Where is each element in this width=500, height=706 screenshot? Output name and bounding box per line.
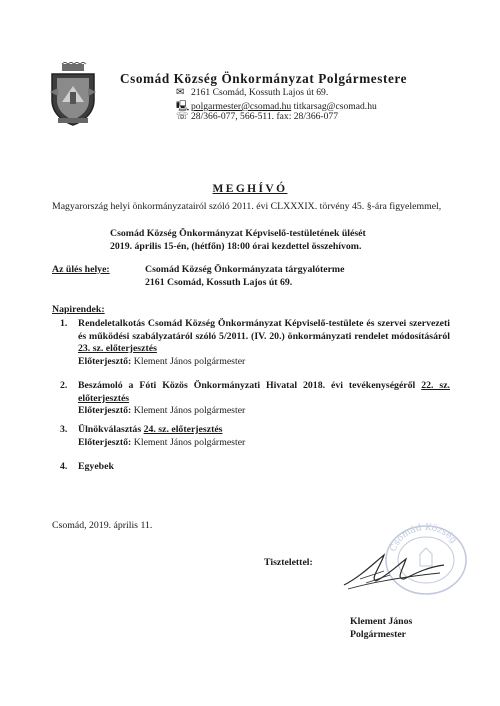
agenda-item-1-number: 1. bbox=[60, 318, 68, 329]
agenda-item-1-bold: Rendeletalkotás Csomád Község Önkormányzat Képviselő-testülete és szervei bbox=[78, 318, 407, 329]
header-phone: 28/366-077, 566-511. fax: 28/366-077 bbox=[191, 111, 338, 122]
agenda-item-2-text bbox=[78, 380, 450, 405]
header-email-primary[interactable]: polgarmester@csomad.hu bbox=[191, 101, 292, 112]
venue-label: Az ülés helye: bbox=[52, 264, 110, 275]
place-and-date: Csomád, 2019. április 11. bbox=[52, 520, 153, 531]
convene-line-2: 2019. április 15-én, (hétfőn) 18:00 órai kezdettel összehívom. bbox=[110, 241, 362, 252]
header-phone-line bbox=[176, 111, 338, 122]
coat-of-arms-logo bbox=[48, 62, 98, 126]
agenda-item-2-presenter bbox=[78, 405, 245, 416]
agenda-item-2-number: 2. bbox=[60, 380, 68, 391]
header-address: 2161 Csomád, Kossuth Lajos út 69. bbox=[191, 87, 329, 98]
document-title: MEGHÍVÓ bbox=[212, 183, 288, 195]
agenda-label: Napirendek: bbox=[52, 304, 105, 315]
agenda-item-1-ref: 23. sz. előterjesztés bbox=[78, 343, 157, 354]
presenter-name: Klement János polgármester bbox=[133, 356, 246, 367]
agenda-item-4-text bbox=[78, 461, 450, 474]
computer-icon: 🖳 bbox=[176, 101, 190, 112]
presenter-name: Klement János polgármester bbox=[133, 405, 246, 416]
agenda-item-1-presenter bbox=[78, 356, 245, 367]
agenda-item-2-ref: 22. sz. előterjesztés bbox=[78, 380, 450, 404]
convene-line-1: Csomád Község Önkormányzat Képviselő-testületének ülését bbox=[110, 228, 366, 239]
agenda-item-3-number: 3. bbox=[60, 424, 68, 435]
signatory-name: Klement János bbox=[350, 616, 413, 627]
presenter-name: Klement János polgármester bbox=[133, 437, 246, 448]
handwritten-signature bbox=[340, 545, 450, 595]
agenda-item-2-bold: Beszámoló a Fóti Közös Önkormányzati Hivatal 2018. évi tevékenységéről bbox=[78, 380, 416, 391]
agenda-item-4-number: 4. bbox=[60, 461, 68, 472]
agenda-item-1-rest: szervezeti és működési szabályzatáról szóló 5/2011. (IV. 20.) önkormányzati rendelet módosításáról bbox=[78, 318, 451, 342]
stamp-text: Csomád Község bbox=[388, 522, 459, 554]
agenda-item-3-bold: Ülnökválasztás bbox=[78, 424, 142, 435]
header-title: Csomád Község Önkormányzat Polgármestere bbox=[120, 71, 408, 86]
envelope-icon: ✉ bbox=[176, 87, 185, 98]
agenda-item-3-presenter bbox=[78, 437, 245, 448]
presenter-label: Előterjesztő: bbox=[78, 356, 132, 367]
presenter-label: Előterjesztő: bbox=[78, 405, 132, 416]
agenda-item-3-ref: 24. sz. előterjesztés bbox=[143, 424, 223, 435]
telephone-icon: ☏ bbox=[176, 111, 189, 122]
header-address-line bbox=[176, 87, 328, 98]
signatory-title: Polgármester bbox=[350, 629, 407, 640]
venue-line-2: 2161 Csomád, Kossuth Lajos út 69. bbox=[145, 277, 293, 288]
agenda-item-1-text bbox=[78, 318, 450, 356]
presenter-label: Előterjesztő: bbox=[78, 437, 132, 448]
header-email-secondary[interactable]: titkarsag@csomad.hu bbox=[293, 101, 377, 112]
closing-greeting: Tisztelettel: bbox=[264, 557, 313, 568]
agenda-item-4-bold: Egyebek bbox=[78, 461, 114, 472]
agenda-item-3-text bbox=[78, 424, 450, 437]
venue-line-1: Csomád Község Önkormányzata tárgyalóterme bbox=[145, 264, 345, 275]
intro-paragraph: Magyarország helyi önkormányzatairól szóló 2011. évi CLXXXIX. törvény 45. §-ára figyelemmel, bbox=[52, 201, 442, 212]
